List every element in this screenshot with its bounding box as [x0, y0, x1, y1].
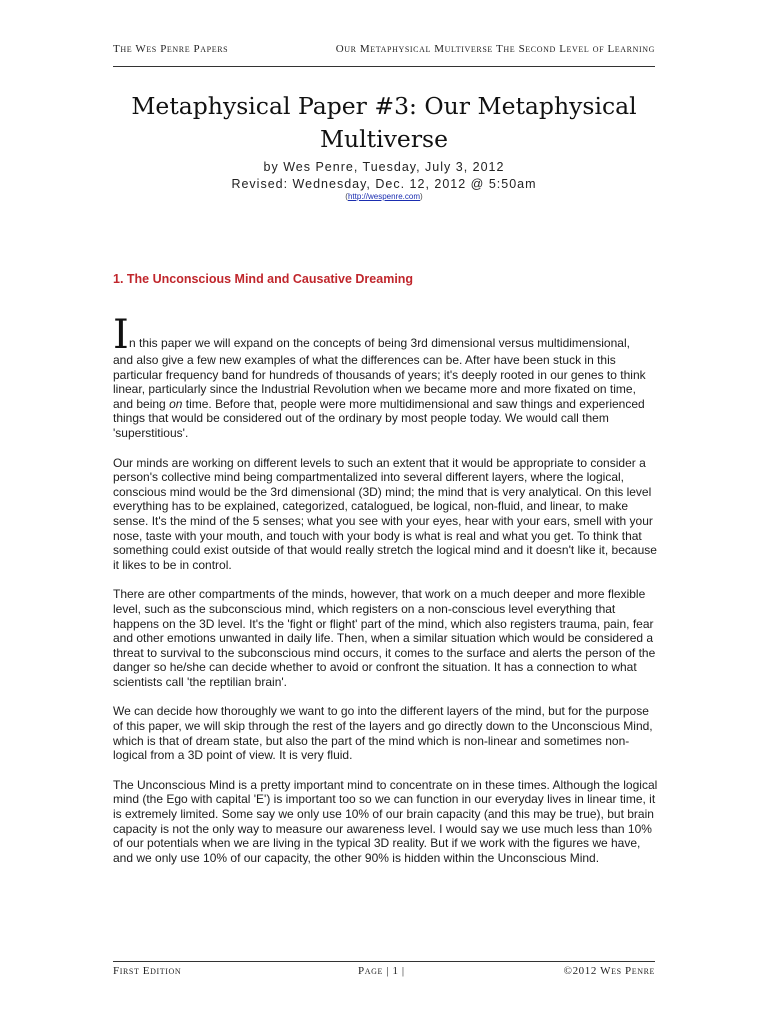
paragraph-1 [113, 312, 659, 441]
body-text [113, 312, 659, 880]
paragraph-3: There are other compartments of the minds, however, that work on a much deeper and more flexible level, such as the subconscious mind, which registers on a non-conscious level everything that happens on the 3D level. It's the 'fight or flight' part of the mind, which also registers trauma, pain, fear and other emotions unwanted in daily life. Then, when a similar situation which would be considered a threat to survival to the subconscious mind occurs, it comes to the surface and alerts the person of the danger so he/she can decide whether to avoid or confront the situation. It has a connection to what scientists call 'the reptilian brain'. [113, 587, 656, 689]
first-line [113, 312, 659, 358]
first-line-text: n this paper we will expand on the concepts of being 3rd dimensional versus multidimensional, [129, 336, 630, 350]
footer-copyright: ©2012 Wes Penre [563, 965, 655, 977]
drop-cap: I [113, 312, 129, 358]
paragraph-1-text-b: time. Before that, people were more multidimensional and saw things and experienced things that would be considered out of the ordinary by most people today. We would call them 'superstitious'. [113, 396, 645, 440]
byline [113, 159, 655, 193]
source-link[interactable]: http://wespenre.com [347, 192, 421, 201]
byline-author-date: by Wes Penre, Tuesday, July 3, 2012 [263, 160, 505, 174]
footer-rule [113, 961, 655, 962]
byline-revised: Revised: Wednesday, Dec. 12, 2012 @ 5:50am [231, 177, 537, 191]
footer-edition: First Edition [113, 965, 182, 977]
page-header [113, 43, 655, 59]
header-rule [113, 66, 655, 67]
page-footer [113, 965, 655, 981]
header-document-title: Our Metaphysical Multiverse The Second Level of Learning [335, 43, 655, 55]
section-heading: 1. The Unconscious Mind and Causative Dreaming [113, 272, 414, 286]
footer-page-number: Page | 1 | [358, 965, 405, 977]
paren-open: ( [345, 192, 348, 201]
source-link-line [113, 192, 655, 201]
paragraph-1-text-a: and also give a few new examples of what the differences can be. After have been stuck in this particular frequency band for hundreds of thousands of years; it's deeply rooted in our genes to think linear, particularly since the Industrial Revolution when we became more and more fixated on time, and being [113, 353, 646, 411]
paren-close: ) [420, 192, 423, 201]
page-title: Metaphysical Paper #3: Our Metaphysical Multiverse [131, 92, 637, 153]
paragraph-5: The Unconscious Mind is a pretty important mind to concentrate on in these times. Although the logical mind (the Ego with capital 'E') is important too so we can function in our everyday lives in linear time, it is extremely limited. Some say we only use 10% of our brain capacity (and this may be true), but brain capacity is not the only way to measure our awareness level. I would say we use much less than 10% of our potentials when we are living in the typical 3D reality. But if we work with the figures we have, and we only use 10% of our capacity, the other 90% is hidden within the Unconscious Mind. [113, 777, 658, 865]
paragraph-4: We can decide how thoroughly we want to go into the different layers of the mind, but for the purpose of this paper, we will skip through the rest of the layers and go directly down to the Unconscious Mind, which is that of dream state, but also the part of the mind which is non-linear and sometimes non-logical from a 3D point of view. It is very fluid. [113, 704, 653, 763]
paragraph-2: Our minds are working on different levels to such an extent that it would be appropriate to consider a person's collective mind being compartmentalized into several different layers, where the logical, conscious mind would be the 3rd dimensional (3D) mind; the mind that is very analytical. On this level everything has to be explained, categorized, catalogued, be logical, non-fluid, and linear, to make sense. It's the mind of the 5 senses; what you see with your eyes, hear with your ears, smell with your nose, taste with your mouth, and touch with your body is what is real and what you get. To think that something could exist outside of that would really stretch the logical mind and it doesn't like it, because it likes to be in control. [113, 455, 657, 572]
header-series-title: The Wes Penre Papers [113, 43, 229, 55]
paragraph-1-emphasis: on [169, 396, 183, 411]
